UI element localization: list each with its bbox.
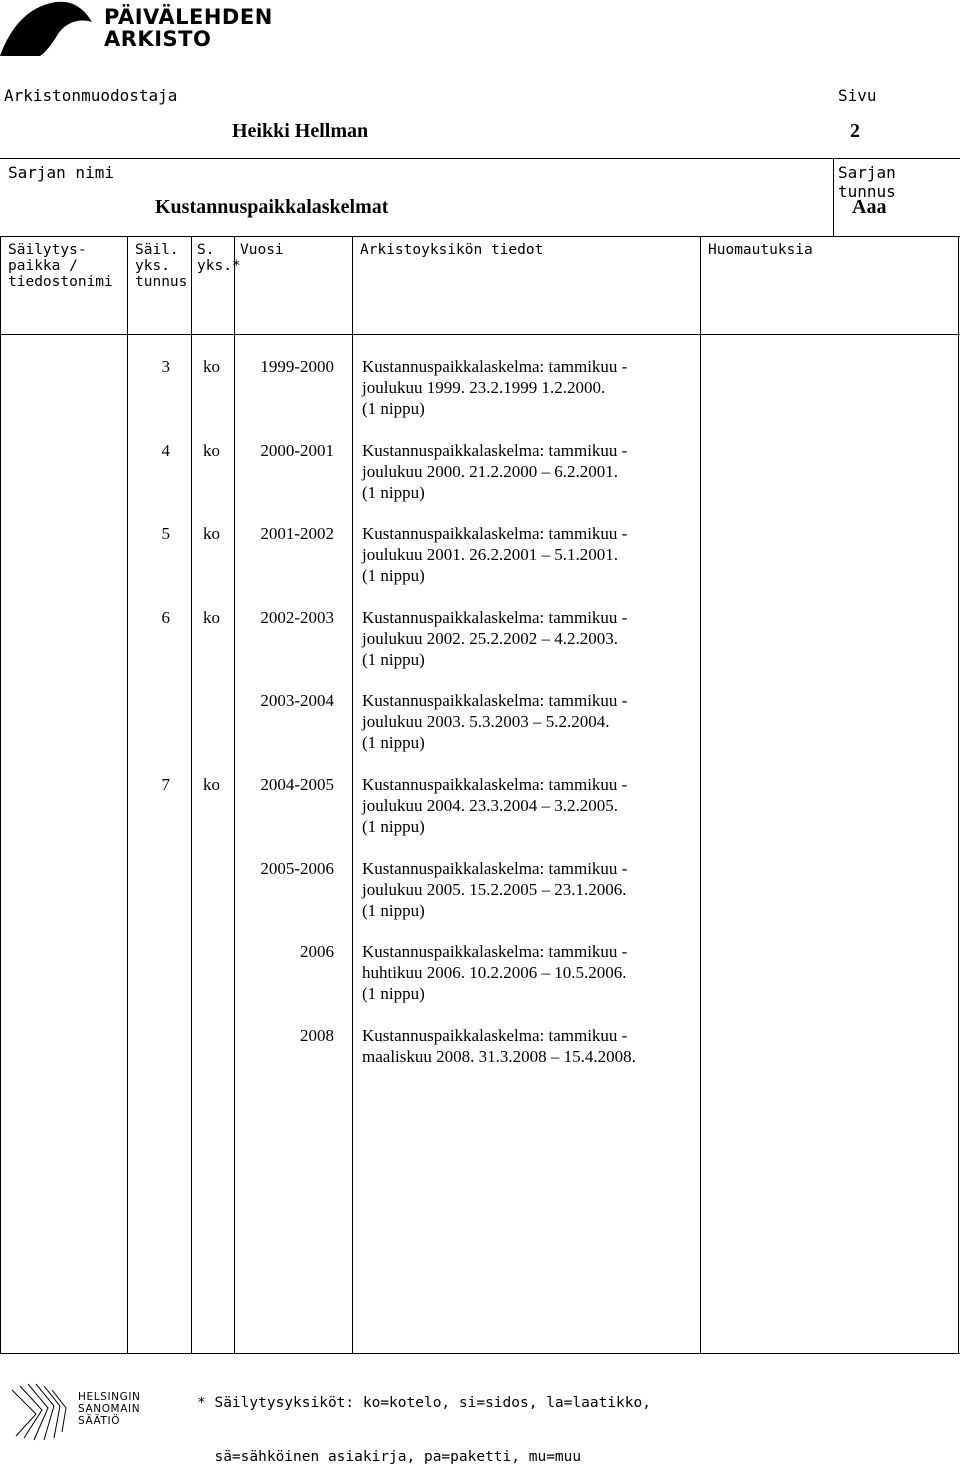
unit-type: ko — [203, 357, 220, 376]
unit-number: 3 — [161, 357, 170, 376]
column-header-info: Arkistoyksikön tiedot — [360, 242, 544, 258]
column-header-notes: Huomautuksia — [708, 242, 813, 258]
footnote-line-1: * Säilytysyksiköt: ko=kotelo, si=sidos, la=laatikko, — [197, 1395, 651, 1411]
table-row — [0, 440, 960, 524]
unit-type: ko — [203, 440, 220, 460]
paivalehden-arkisto-logo-icon — [0, 0, 92, 56]
description-line: joulukuu 2001. 26.2.2001 – 5.1.2001. — [362, 545, 618, 565]
year: 2000-2001 — [260, 440, 334, 460]
year: 2002-2003 — [260, 607, 334, 627]
unit-number: 5 — [161, 524, 170, 544]
unit-type: ko — [203, 524, 220, 544]
unit-description — [362, 774, 692, 837]
series-name-label: Sarjan nimi — [8, 163, 114, 182]
unit-description — [362, 690, 692, 753]
year: 2008 — [300, 1025, 334, 1045]
series-id-label: Sarjan tunnus — [838, 163, 896, 201]
description-line: (1 nippu) — [362, 649, 425, 669]
unit-description — [362, 607, 692, 670]
description-line: (1 nippu) — [362, 399, 425, 418]
description-line: joulukuu 2005. 15.2.2005 – 23.1.2006. — [362, 879, 627, 899]
column-header-year: Vuosi — [240, 242, 284, 258]
footnote-line-2: sä=sähköinen asiakirja, pa=paketti, mu=muu — [197, 1449, 582, 1465]
description-line: joulukuu 2003. 5.3.2003 – 5.2.2004. — [362, 712, 610, 732]
page-label: Sivu — [838, 86, 877, 105]
creator-label: Arkistonmuodostaja — [4, 86, 178, 105]
unit-number: 7 — [161, 775, 170, 794]
description-line: (1 nippu) — [362, 566, 425, 586]
column-header-unit-id: Säil. yks. tunnus — [135, 242, 188, 290]
unit-description — [362, 440, 692, 503]
table-header-bottom-border — [0, 334, 960, 335]
year: 2005-2006 — [260, 858, 334, 878]
description-line: Kustannuspaikkalaskelma: tammikuu - — [362, 858, 628, 878]
table-row — [0, 356, 960, 440]
column-header-location: Säilytys- paikka / tiedostonimi — [8, 242, 113, 290]
description-line: joulukuu 1999. 23.2.1999 1.2.2000. — [362, 378, 606, 397]
unit-type: ko — [203, 775, 220, 794]
footnote — [197, 1358, 651, 1484]
column-header-unit-type: S. yks.* — [197, 242, 241, 274]
description-line: (1 nippu) — [362, 984, 425, 1004]
year: 2004-2005 — [260, 775, 334, 794]
creator-value: Heikki Hellman — [232, 120, 369, 142]
description-line: (1 nippu) — [362, 482, 425, 502]
table-row — [0, 774, 960, 858]
description-line: maaliskuu 2008. 31.3.2008 – 15.4.2008. — [362, 1046, 636, 1066]
page-value: 2 — [850, 120, 860, 142]
description-line: joulukuu 2002. 25.2.2002 – 4.2.2003. — [362, 628, 618, 648]
unit-description — [362, 941, 692, 1004]
table-row — [0, 523, 960, 607]
year: 2001-2002 — [260, 524, 334, 544]
archive-logo-text — [104, 6, 273, 50]
table-row — [0, 858, 960, 942]
unit-description — [362, 858, 692, 921]
description-line: Kustannuspaikkalaskelma: tammikuu - — [362, 440, 628, 460]
unit-description — [362, 523, 692, 586]
table-row — [0, 1025, 960, 1109]
description-line: Kustannuspaikkalaskelma: tammikuu - — [362, 775, 628, 794]
description-line: (1 nippu) — [362, 817, 425, 836]
description-line: Kustannuspaikkalaskelma: tammikuu - — [362, 691, 628, 711]
description-line: Kustannuspaikkalaskelma: tammikuu - — [362, 942, 628, 962]
year: 1999-2000 — [260, 357, 334, 376]
logo-line-2: ARKISTO — [104, 27, 212, 51]
description-line: Kustannuspaikkalaskelma: tammikuu - — [362, 524, 628, 544]
unit-number: 6 — [161, 607, 170, 627]
table-row — [0, 607, 960, 691]
description-line: (1 nippu) — [362, 900, 425, 920]
unit-description — [362, 356, 692, 419]
description-line: Kustannuspaikkalaskelma: tammikuu - — [362, 1025, 628, 1045]
description-line: joulukuu 2000. 21.2.2000 – 6.2.2001. — [362, 461, 618, 481]
description-line: huhtikuu 2006. 10.2.2006 – 10.5.2006. — [362, 963, 627, 983]
unit-type: ko — [203, 607, 220, 627]
series-id-value: Aaa — [852, 196, 887, 218]
table-row — [0, 941, 960, 1025]
year: 2003-2004 — [260, 691, 334, 711]
logo-line-1: PÄIVÄLEHDEN — [104, 5, 273, 29]
description-line: Kustannuspaikkalaskelma: tammikuu - — [362, 357, 628, 376]
table-top-border — [0, 236, 960, 237]
unit-number: 4 — [161, 440, 170, 460]
description-line: Kustannuspaikkalaskelma: tammikuu - — [362, 607, 628, 627]
header-divider — [0, 158, 960, 159]
description-line: (1 nippu) — [362, 733, 425, 753]
series-name-value: Kustannuspaikkalaskelmat — [155, 196, 389, 218]
year: 2006 — [300, 942, 334, 962]
foundation-logo-text: HELSINGIN SANOMAIN SÄÄTIÖ — [78, 1391, 141, 1427]
description-line: joulukuu 2004. 23.3.2004 – 3.2.2005. — [362, 796, 618, 815]
helsingin-sanomain-saatio-logo-icon — [6, 1380, 72, 1444]
series-divider — [833, 158, 834, 236]
table-bottom-border — [0, 1353, 960, 1354]
unit-description — [362, 1025, 692, 1067]
table-row — [0, 690, 960, 774]
